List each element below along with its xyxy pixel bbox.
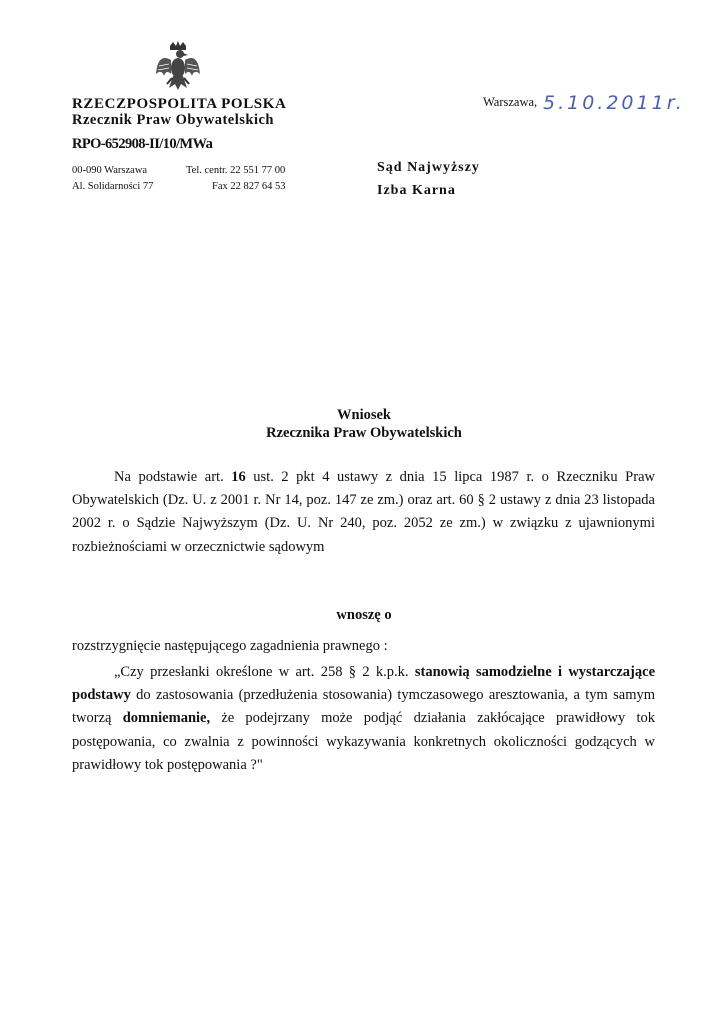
legal-question-paragraph: [72, 661, 655, 777]
question-emphasis-1: stanowią samodzielne i wystarczające podstawy: [72, 664, 656, 704]
request-intro: rozstrzygnięcie następującego zagadnienia prawnego :: [72, 638, 388, 654]
question-emphasis-2: domniemanie,: [122, 710, 211, 727]
date-city: Warszawa,: [483, 95, 538, 109]
document-subtitle: Rzecznika Praw Obywatelskich: [266, 425, 462, 441]
question-text-a: „Czy przesłanki określone w art. 258 § 2 k.p.k.: [114, 664, 415, 680]
address-line-2: Al. Solidarności 77: [72, 181, 154, 192]
document-title: Wniosek: [337, 407, 391, 423]
recipient-chamber: Izba Karna: [377, 183, 456, 198]
recipient-court: Sąd Najwyższy: [377, 160, 480, 175]
reference-number: RPO-652908-II/10/MWa: [72, 136, 213, 152]
question-text-e: że podejrzany może podjąć działania zakłócające prawidłowy tok postępowania, co zwalnia z powinności wykazywania konkretnych okoliczności godzących w prawidłowy tok postępowania ?": [72, 710, 655, 773]
p1-text-a: Na podstawie art.: [114, 469, 232, 485]
org-subtitle: Rzecznik Praw Obywatelskich: [72, 112, 274, 128]
question-text-c: do zastosowania (przedłużenia stosowania) tymczasowego aresztowania, a tym samym tworzą: [72, 687, 655, 727]
p1-text-c: ust. 2 pkt 4 ustawy z dnia 15 lipca 1987 r. o Rzeczniku Praw Obywatelskich (Dz. U. z 2001 r. Nr 14, poz. 147 ze zm.) oraz art. 60 § 2 ustawy z dnia 23 listopada 2002 r. o Sądzie Najwyższym (Dz. U. Nr 240, poz. 2052 ze zm.) w związku z ujawnionymi rozbieżnościami w orzecznictwie sądowym: [72, 469, 655, 555]
polish-eagle-emblem: [155, 40, 201, 94]
legal-basis-paragraph: [72, 466, 655, 559]
p1-article-number: 16: [231, 469, 246, 485]
org-name: RZECZPOSPOLITA POLSKA: [72, 96, 287, 112]
fax: Fax 22 827 64 53: [212, 181, 286, 192]
telephone: Tel. centr. 22 551 77 00: [186, 165, 286, 176]
address-line-1: 00-090 Warszawa: [72, 165, 148, 176]
request-heading: wnoszę o: [336, 607, 392, 623]
handwritten-date: 5.10.2011r.: [543, 92, 685, 114]
